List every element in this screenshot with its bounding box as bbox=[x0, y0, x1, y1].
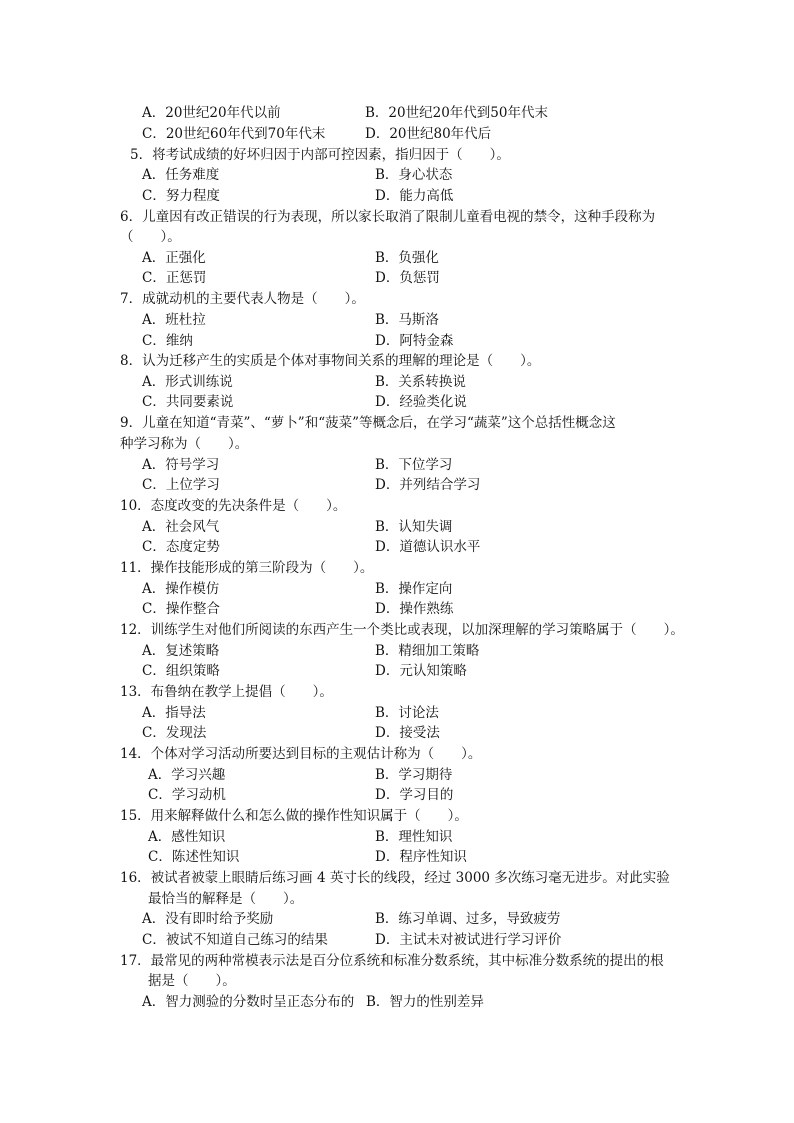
question-14-stem: 14．个体对学习活动所要达到目标的主观估计称为（ ）。 bbox=[120, 746, 482, 762]
question-15-option-a: A．感性知识 bbox=[148, 829, 226, 845]
question-7-option-c: C．维纳 bbox=[142, 333, 193, 349]
q4-option-c: C．20世纪60年代到70年代末 bbox=[142, 126, 326, 142]
question-10-option-d: D．道德认识水平 bbox=[375, 539, 481, 555]
question-5-option-a: A．任务难度 bbox=[142, 167, 220, 183]
question-15-option-d: D．程序性知识 bbox=[375, 849, 467, 865]
q4-option-a: A．20世纪20年代以前 bbox=[142, 105, 281, 121]
question-16-option-c: C．被试不知道自己练习的结果 bbox=[142, 932, 328, 948]
question-6-option-c: C．正惩罚 bbox=[142, 270, 207, 286]
question-7-option-b: B．马斯洛 bbox=[375, 312, 439, 328]
question-13-option-c: C．发现法 bbox=[142, 725, 207, 741]
question-7-stem: 7．成就动机的主要代表人物是（ ）。 bbox=[120, 291, 365, 307]
question-6-option-d: D．负惩罚 bbox=[375, 270, 440, 286]
question-16-stem: 16．被试者被蒙上眼睛后练习画 4 英寸长的线段，经过 3000 多次练习毫无进步。对此实验 bbox=[120, 870, 670, 886]
question-8-option-b: B．关系转换说 bbox=[375, 374, 466, 390]
question-8-option-c: C．共同要素说 bbox=[142, 394, 234, 410]
question-15-option-b: B．理性知识 bbox=[375, 829, 453, 845]
question-17-option-b: B．智力的性别差异 bbox=[366, 994, 484, 1010]
question-14-option-c: C．学习动机 bbox=[148, 787, 226, 803]
question-14-option-a: A．学习兴趣 bbox=[148, 767, 226, 783]
question-13-stem: 13．布鲁纳在教学上提倡（ ）。 bbox=[120, 684, 333, 700]
question-10-option-c: C．态度定势 bbox=[142, 539, 220, 555]
q4-option-d: D．20世纪80年代后 bbox=[365, 126, 492, 142]
question-16-option-b: B．练习单调、过多，导致疲劳 bbox=[375, 911, 561, 927]
question-16-option-a: A．没有即时给予奖励 bbox=[142, 911, 274, 927]
question-13-option-b: B．讨论法 bbox=[375, 705, 439, 721]
question-11-option-b: B．操作定向 bbox=[375, 581, 453, 597]
question-15-option-c: C．陈述性知识 bbox=[148, 849, 240, 865]
question-16-option-d: D．主试未对被试进行学习评价 bbox=[375, 932, 562, 948]
question-9-option-c: C．上位学习 bbox=[142, 477, 220, 493]
question-6-stem-continued: （ ）。 bbox=[120, 229, 181, 245]
question-9-option-a: A．符号学习 bbox=[142, 457, 220, 473]
question-5-option-d: D．能力高低 bbox=[375, 188, 454, 204]
question-17-stem: 17．最常见的两种常模表示法是百分位系统和标准分数系统，其中标准分数系统的提出的根 bbox=[120, 953, 664, 969]
question-12-option-c: C．组织策略 bbox=[142, 663, 220, 679]
question-13-option-a: A．指导法 bbox=[142, 705, 206, 721]
question-12-option-a: A．复述策略 bbox=[142, 643, 220, 659]
question-12-option-d: D．元认知策略 bbox=[375, 663, 467, 679]
question-8-option-d: D．经验类化说 bbox=[375, 394, 467, 410]
question-11-stem: 11．操作技能形成的第三阶段为（ ）。 bbox=[120, 560, 374, 576]
question-9-option-d: D．并列结合学习 bbox=[375, 477, 481, 493]
question-10-stem: 10．态度改变的先决条件是（ ）。 bbox=[120, 498, 347, 514]
question-7-option-d: D．阿特金森 bbox=[375, 333, 454, 349]
question-12-option-b: B．精细加工策略 bbox=[375, 643, 480, 659]
question-11-option-c: C．操作整合 bbox=[142, 601, 220, 617]
question-11-option-d: D．操作熟练 bbox=[375, 601, 454, 617]
question-17-option-a: A．智力测验的分数时呈正态分布的 bbox=[142, 994, 355, 1010]
question-10-option-a: A．社会风气 bbox=[142, 519, 220, 535]
question-12-stem: 12．训练学生对他们所阅读的东西产生一个类比或表现，以加深理解的学习策略属于（ ）。 bbox=[120, 622, 684, 638]
q4-option-b: B．20世纪20年代到50年代末 bbox=[365, 105, 548, 121]
question-9-stem-continued: 种学习称为（ ）。 bbox=[120, 436, 249, 452]
question-9-stem: 9．儿童在知道“青菜”、“萝卜”和“菠菜”等概念后，在学习“蔬菜”这个总括性概念这 bbox=[120, 415, 616, 431]
question-15-stem: 15．用来解释做什么和怎么做的操作性知识属于（ ）。 bbox=[120, 808, 468, 824]
question-8-stem: 8．认为迁移产生的实质是个体对事物间关系的理解的理论是（ ）。 bbox=[120, 353, 541, 369]
question-14-option-b: B．学习期待 bbox=[375, 767, 453, 783]
question-7-option-a: A．班杜拉 bbox=[142, 312, 206, 328]
question-5-option-c: C．努力程度 bbox=[142, 188, 220, 204]
question-5-stem: 5．将考试成绩的好坏归因于内部可控因素，指归因于（ ）。 bbox=[130, 147, 510, 163]
question-11-option-a: A．操作模仿 bbox=[142, 581, 220, 597]
question-8-option-a: A．形式训练说 bbox=[142, 374, 233, 390]
question-6-stem: 6．儿童因有改正错误的行为表现，所以家长取消了限制儿童看电视的禁令，这种手段称为 bbox=[120, 209, 656, 225]
question-13-option-d: D．接受法 bbox=[375, 725, 440, 741]
question-6-option-a: A．正强化 bbox=[142, 250, 206, 266]
question-6-option-b: B．负强化 bbox=[375, 250, 439, 266]
question-17-stem-continued: 据是（ ）。 bbox=[148, 973, 236, 989]
question-16-stem-continued: 最恰当的解释是（ ）。 bbox=[148, 891, 304, 907]
question-9-option-b: B．下位学习 bbox=[375, 457, 453, 473]
question-10-option-b: B．认知失调 bbox=[375, 519, 453, 535]
question-14-option-d: D．学习目的 bbox=[375, 787, 454, 803]
question-5-option-b: B．身心状态 bbox=[375, 167, 453, 183]
